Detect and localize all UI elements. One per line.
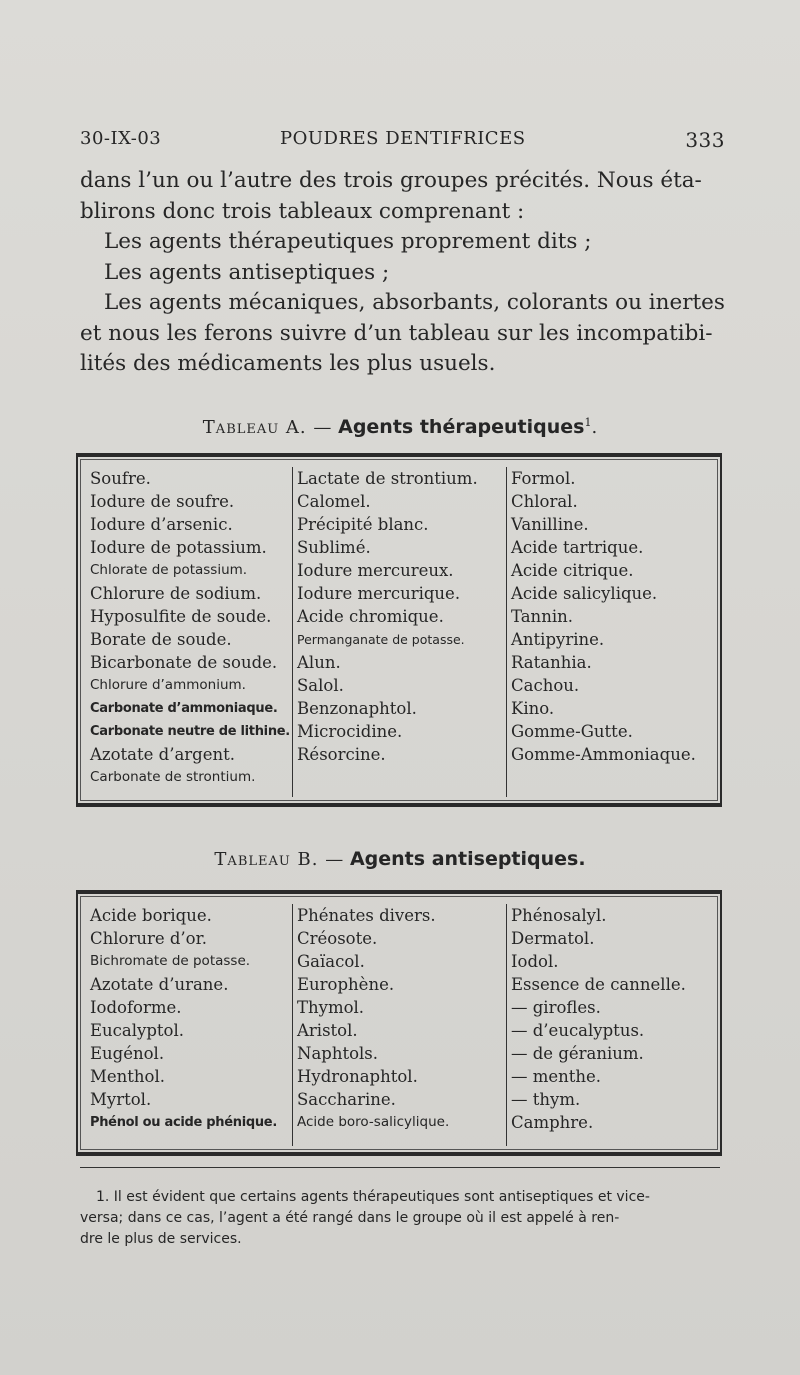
table-cell: Alun. [297, 653, 341, 672]
table-cell: Aristol. [297, 1021, 358, 1040]
table-cell: — menthe. [511, 1067, 602, 1086]
table-cell: Naphtols. [297, 1044, 379, 1063]
table-cell: Azotate d’urane. [90, 975, 229, 994]
table-cell: Microcidine. [297, 722, 403, 741]
table-cell: Sublimé. [297, 538, 371, 557]
list-item: Les agents thérapeutiques proprement dits ; [104, 229, 592, 254]
table-cell: Antipyrine. [511, 630, 605, 649]
table-cell: Carbonate de strontium. [90, 769, 256, 785]
table-b-title: Agents antiseptiques. [349, 848, 586, 870]
body-line: lités des médicaments les plus usuels. [80, 351, 496, 376]
table-cell: Chlorure d’ammonium. [90, 677, 246, 693]
table-cell: Benzonaphtol. [297, 699, 417, 718]
table-a-title: Agents thérapeutiques [338, 416, 585, 438]
table-cell: Eucalyptol. [90, 1021, 184, 1040]
header-title: POUDRES DENTIFRICES [280, 128, 526, 149]
table-cell: Gaïacol. [297, 952, 365, 971]
table-a-col-1 [90, 467, 290, 797]
table-cell: Créosote. [297, 929, 378, 948]
table-cell: Phénates divers. [297, 906, 436, 925]
table-cell: Myrtol. [90, 1090, 152, 1109]
table-cell: Cachou. [511, 676, 580, 695]
table-cell: Gomme-Gutte. [511, 722, 633, 741]
table-cell: Acide tartrique. [511, 538, 644, 557]
table-cell: Iodure de potassium. [90, 538, 267, 557]
table-cell: Acide salicylique. [511, 584, 658, 603]
table-cell: Calomel. [297, 492, 371, 511]
table-a-prefix: Tableau A. — [202, 417, 333, 438]
table-cell: Iodure mercurique. [297, 584, 461, 603]
table-b-col-3 [506, 904, 723, 1146]
table-cell: Borate de soude. [90, 630, 232, 649]
table-cell: Europhène. [297, 975, 395, 994]
table-cell: Bichromate de potasse. [90, 953, 251, 969]
table-cell: Carbonate d’ammoniaque. [90, 701, 278, 716]
table-cell: Salol. [297, 676, 344, 695]
table-cell: Iodoforme. [90, 998, 182, 1017]
table-cell: Kino. [511, 699, 555, 718]
table-cell: Chlorure de sodium. [90, 584, 262, 603]
table-a-col-2 [292, 467, 509, 797]
page-number: 333 [685, 128, 725, 152]
table-cell: Iodure mercureux. [297, 561, 454, 580]
table-b-prefix: Tableau B. — [214, 849, 345, 870]
footnote [80, 1187, 725, 1250]
table-cell: Chlorate de potassium. [90, 562, 248, 578]
table-cell: Lactate de strontium. [297, 469, 478, 488]
table-cell: Essence de cannelle. [511, 975, 686, 994]
table-cell: Dermatol. [511, 929, 595, 948]
table-cell: Phénol ou acide phénique. [90, 1115, 277, 1130]
table-cell: Vanilline. [511, 515, 589, 534]
table-cell: Résorcine. [297, 745, 386, 764]
table-cell: Ratanhia. [511, 653, 592, 672]
body-line: dans l’un ou l’autre des trois groupes précités. Nous éta- [80, 168, 702, 193]
table-a-caption: Tableau A. — Agents thérapeutiques$^1$. [202, 416, 598, 438]
body-line: et nous les ferons suivre d’un tableau sur les incompatibi- [80, 320, 713, 346]
footnote-line: dre le plus de services. [80, 1231, 242, 1247]
table-cell: Thymol. [297, 998, 365, 1017]
table-cell: Iodol. [511, 952, 559, 971]
table-b [76, 890, 722, 1156]
table-cell: Acide citrique. [511, 561, 634, 580]
table-cell: Iodure d’arsenic. [90, 515, 233, 534]
table-cell: Azotate d’argent. [90, 745, 236, 764]
table-b-col-1 [90, 904, 290, 1146]
footnote-line: versa; dans ce cas, l’agent a été rangé dans le groupe où il est appelé à ren- [80, 1210, 620, 1226]
table-cell: Iodure de soufre. [90, 492, 235, 511]
table-cell: — girofles. [511, 998, 601, 1017]
table-cell: Bicarbonate de soude. [90, 653, 278, 672]
table-cell: Gomme-Ammoniaque. [511, 745, 696, 764]
table-cell: Saccharine. [297, 1090, 396, 1109]
table-cell: Hydronaphtol. [297, 1067, 418, 1086]
table-cell: Chlorure d’or. [90, 929, 207, 948]
table-cell: Menthol. [90, 1067, 165, 1086]
table-cell: Acide borique. [90, 906, 212, 925]
table-cell: Eugénol. [90, 1044, 165, 1063]
table-cell: Précipité blanc. [297, 515, 429, 534]
table-b-col-2 [292, 904, 509, 1146]
body-line: blirons donc trois tableaux comprenant : [80, 198, 525, 224]
table-a-col-3 [506, 467, 723, 797]
table-cell: — thym. [511, 1090, 581, 1109]
table-cell: — d’eucalyptus. [511, 1021, 645, 1040]
table-a [76, 453, 722, 807]
table-cell: Acide chromique. [297, 607, 444, 626]
body-line: Les agents mécaniques, absorbants, colorants ou inertes [104, 290, 725, 315]
table-b-caption [0, 848, 800, 870]
footnote-rule [80, 1167, 720, 1168]
table-cell: Carbonate neutre de lithine. [90, 724, 290, 739]
table-cell: Tannin. [511, 607, 573, 626]
header-date: 30-IX-03 [80, 128, 162, 149]
footnote-marker: 1 [584, 416, 592, 429]
table-cell: Chloral. [511, 492, 578, 511]
table-cell: Camphre. [511, 1113, 594, 1132]
list-item: Les agents antiseptiques ; [104, 259, 390, 285]
table-cell: Formol. [511, 469, 576, 488]
body-text [80, 166, 728, 380]
table-cell: Soufre. [90, 469, 151, 488]
table-cell: Hyposulfite de soude. [90, 607, 272, 626]
footnote-line: 1. Il est évident que certains agents thérapeutiques sont antiseptiques et vice- [96, 1189, 650, 1205]
table-cell: — de géranium. [511, 1044, 644, 1063]
table-cell: Permanganate de potasse. [297, 632, 465, 647]
table-cell: Phénosalyl. [511, 906, 607, 925]
table-cell: Acide boro-salicylique. [297, 1114, 450, 1130]
